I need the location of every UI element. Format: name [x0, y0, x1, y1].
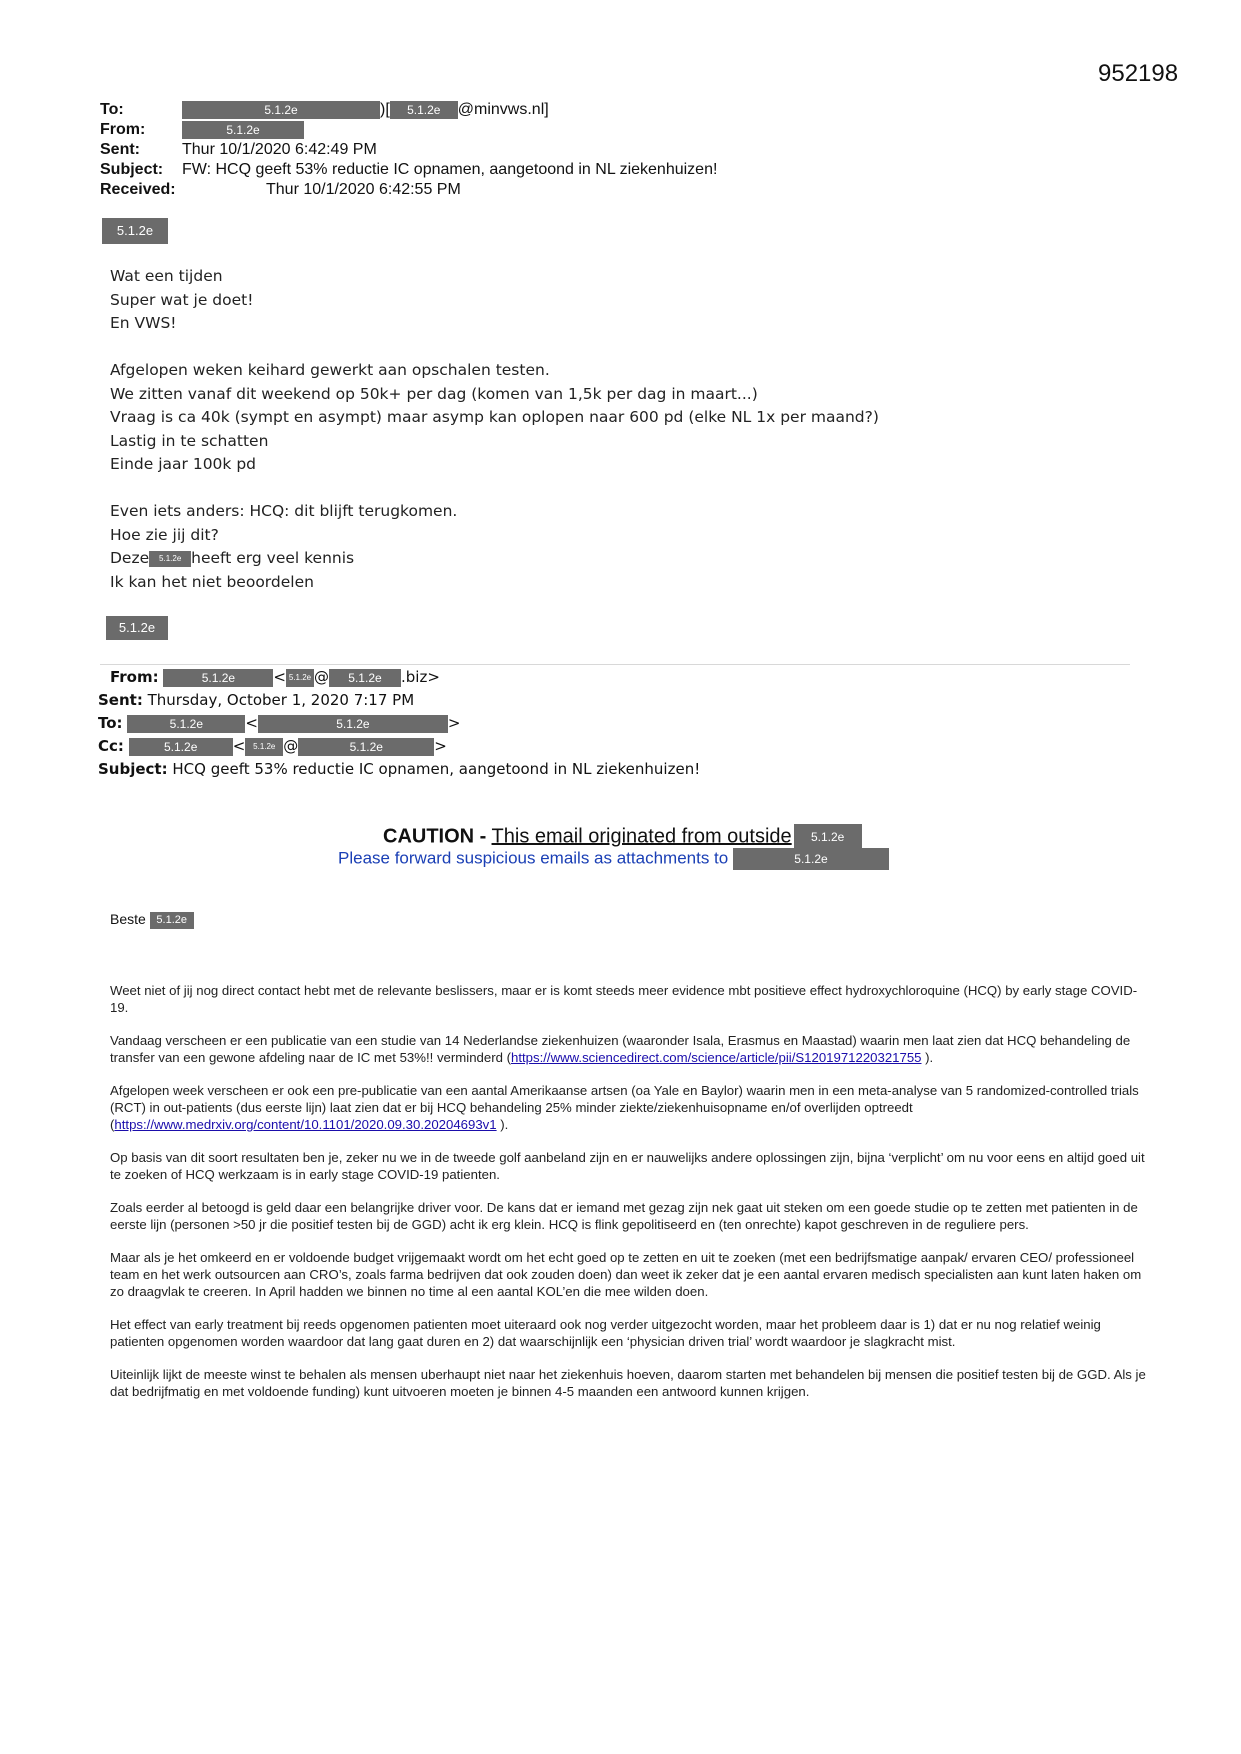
redaction-box: 5.1.2e: [129, 738, 233, 756]
fw-subject-row: Subject: HCQ geeft 53% reductie IC opnamen, aangetoond in NL ziekenhuizen!: [98, 760, 701, 778]
header-to-row: [100, 100, 1000, 120]
redaction-box: 5.1.2e: [182, 121, 304, 139]
message-body: [110, 982, 1148, 1416]
reply-line: Vraag is ca 40k (sympt en asympt) maar asymp kan oplopen naar 600 pd (elke NL 1x per maand?): [110, 408, 879, 426]
paragraph: Zoals eerder al betoogd is geld daar een belangrijke driver voor. De kans dat er iemand met gezag zijn nek gaat uit steken om een goede studie op te zetten met patienten in de eerste lijn (personen >50 jr die positief testen bij de GGD) acht ik erg klein. HCQ is flink gepolitiseerd en (ten onrechte) kapot geschreven in de reguliere pers.: [110, 1200, 1138, 1232]
fw-cc-row: Cc: 5.1.2e < 5.1.2e @ 5.1.2e >: [98, 737, 447, 755]
paragraph: Maar als je het omkeerd en er voldoende budget vrijgemaakt wordt om het echt goed op te zetten en uit te zoeken (met een bedrijfsmatige aanpak/ ervaren CEO/ professioneel team en het werk outsourcen aan CRO’s, zoals farma bedrijven dat ook zouden doen) dan weet ik zeker dat je een aantal ervaren medisch specialisten aan kunt laten haken om zo draagvlak te creeren. In April hadden we binnen no time al een aantal KOL’en die mee wilden doen.: [110, 1250, 1142, 1299]
redaction-box: 5.1.2e: [298, 738, 434, 756]
reply-line: [110, 336, 879, 360]
medrxiv-link[interactable]: https://www.medrxiv.org/content/10.1101/2020.09.30.20204693v1: [114, 1117, 497, 1132]
reply-line: Even iets anders: HCQ: dit blijft terugkomen.: [110, 502, 458, 520]
header-received-row: [100, 180, 1000, 200]
reply-line: Ik kan het niet beoordelen: [110, 572, 314, 591]
redaction-box: 5.1.2e: [733, 848, 889, 870]
email-header: [100, 100, 1000, 200]
redaction-box: 5.1.2e: [794, 824, 862, 850]
received-label: Received:: [100, 181, 176, 198]
subject-value: FW: HCQ geeft 53% reductie IC opnamen, aangetoond in NL ziekenhuizen!: [182, 161, 718, 178]
redaction-box: 5.1.2e: [163, 669, 273, 687]
sent-label: Sent:: [100, 141, 140, 158]
caution-forward-line: Please forward suspicious emails as attachments to 5.1.2e: [338, 848, 889, 870]
received-value: Thur 10/1/2020 6:42:55 PM: [266, 181, 461, 198]
redaction-box: 5.1.2e: [390, 101, 458, 119]
redaction-box: 5.1.2e: [329, 669, 401, 687]
reply-line: Wat een tijden: [110, 267, 223, 285]
reply-line: Lastig in te schatten: [110, 431, 269, 450]
fw-to-row: To: 5.1.2e < 5.1.2e >: [98, 714, 461, 732]
to-email-domain: @minvws.nl]: [457, 101, 549, 118]
from-label: From:: [100, 121, 146, 138]
to-label: To:: [100, 101, 124, 118]
redaction-box: 5.1.2e: [258, 715, 448, 733]
reply-line-deze: Deze 5.1.2e heeft erg veel kennis: [110, 549, 355, 567]
paragraph: Uiteinlijk lijkt de meeste winst te behalen als mensen uberhaupt niet naar het ziekenhuis hoeven, daarom starten met behandelen bij mensen die positief testen bij de GGD. Als je dat bedrijfmatig en met voldoende funding) kunt uitvoeren moeten je binnen 4-5 maanden een antwoord kunnen krijgen.: [110, 1367, 1146, 1399]
sent-value: Thur 10/1/2020 6:42:49 PM: [182, 141, 377, 158]
reply-line: En VWS!: [110, 314, 177, 332]
header-subject-row: [100, 160, 1000, 180]
signature-redaction: 5.1.2e: [106, 616, 168, 640]
header-from-row: [100, 120, 1000, 140]
forwarded-header: [98, 666, 1098, 781]
to-separator: )[: [380, 101, 390, 118]
greeting: Beste 5.1.2e: [110, 911, 194, 929]
sciencedirect-link[interactable]: https://www.sciencedirect.com/science/article/pii/S1201971220321755: [510, 1050, 922, 1065]
reply-line: Einde jaar 100k pd: [110, 455, 256, 473]
paragraph: Weet niet of jij nog direct contact hebt met de relevante beslissers, maar er is komt steeds meer evidence mbt positieve effect hydroxychloroquine (HCQ) by early stage COVID-19.: [110, 983, 1138, 1015]
redaction-box: 5.1.2e: [127, 715, 245, 733]
reply-line: Hoe zie jij dit?: [110, 525, 219, 544]
fw-from-row: From: 5.1.2e < 5.1.2e @ 5.1.2e .biz>: [110, 668, 440, 686]
paragraph: Vandaag verscheen er een publicatie van een studie van 14 Nederlandse ziekenhuizen (waaronder Isala, Erasmus en Maastad) waarin men laat zien dat HCQ behandeling de transfer van een gewone afdeling naar de IC met 53%!! verminderd (https://www.sciencedirect.com/science/article/pii/S1201971220321755 ).: [110, 1033, 1131, 1065]
reply-body: [110, 265, 879, 594]
redaction-box: 5.1.2e: [150, 912, 194, 929]
redaction-box: 5.1.2e: [245, 738, 283, 756]
redaction-box: 5.1.2e: [182, 101, 380, 119]
subject-label: Subject:: [100, 161, 164, 178]
reply-line: [110, 477, 879, 501]
paragraph: Op basis van dit soort resultaten ben je, zeker nu we in de tweede golf aanbeland zijn en er nauwelijks andere oplossingen zijn, bijna ‘verplicht’ om nu voor eens en altijd goed uit te zoeken of HCQ werkzaam is in early stage COVID-19 patienten.: [110, 1150, 1145, 1182]
reply-line: Afgelopen weken keihard gewerkt aan opschalen testen.: [110, 361, 550, 379]
reply-line: We zitten vanaf dit weekend op 50k+ per dag (komen van 1,5k per dag in maart...): [110, 384, 758, 403]
salutation-redaction: 5.1.2e: [102, 218, 168, 244]
forward-divider: [100, 664, 1130, 665]
paragraph: Het effect van early treatment bij reeds opgenomen patienten moet uiteraard ook nog verder uitgezocht worden, maar het probleem daar is 1) dat er nu nog relatief weinig patienten opgenomen worden waardoor dat lang gaat duren en 2) dat waarschijnlijk een ‘physician driven trial’ wordt waardoor je slagkracht mist.: [110, 1317, 1101, 1349]
caution-banner: CAUTION - This email originated from outside 5.1.2e: [383, 824, 862, 850]
redaction-box: 5.1.2e: [286, 669, 314, 687]
document-number: 952198: [1098, 60, 1179, 87]
fw-sent-row: Sent: Thursday, October 1, 2020 7:17 PM: [98, 691, 415, 709]
reply-line: Super wat je doet!: [110, 290, 254, 309]
redaction-box: 5.1.2e: [149, 551, 191, 567]
header-sent-row: [100, 140, 1000, 160]
paragraph: Afgelopen week verscheen er ook een pre-publicatie van een aantal Amerikaanse artsen (oa Yale en Baylor) waarin men in een meta-analyse van 5 randomized-controlled trials (RCT) in out-patients (dus eerste lijn) laat zien dat er bij HCQ behandeling 25% minder ziekte/ziekenhuisopname en/of overlijden optreedt (https://www.medrxiv.org/content/10.1101/2020.09.30.20204693v1 ).: [110, 1083, 1139, 1132]
